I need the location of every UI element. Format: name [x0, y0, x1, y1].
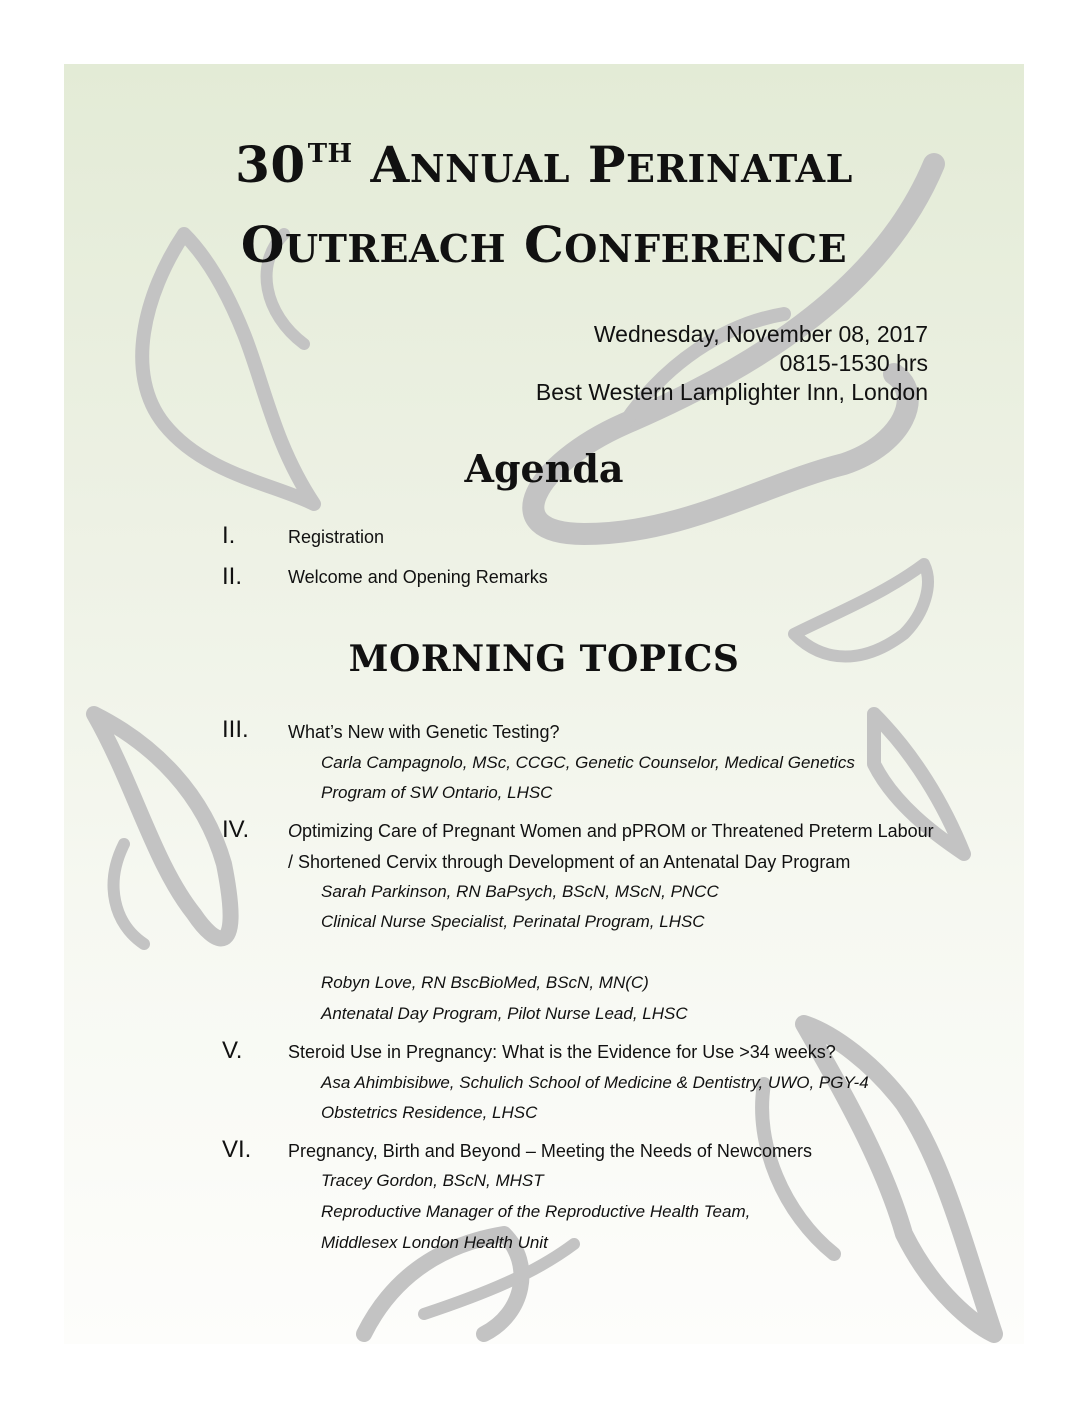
presenter-line: Asa Ahimbisibwe, Schulich School of Medicine & Dentistry, UWO, PGY-4 — [321, 1073, 869, 1092]
agenda-item-title: What’s New with Genetic Testing? — [288, 722, 560, 742]
leaf-outline-bottom-right — [804, 1024, 994, 1334]
presenter-line: Reproductive Manager of the Reproductive Health Team, — [321, 1202, 751, 1221]
event-details — [536, 320, 928, 407]
agenda-item-title: Steroid Use in Pregnancy: What is the Evidence for Use >34 weeks? — [288, 1042, 836, 1062]
presenter-line: Robyn Love, RN BscBioMed, BScN, MN(C) — [321, 973, 649, 992]
conference-title-line-1: 30TH ANNUAL PERINATAL — [235, 135, 853, 194]
presenter-line: Antenatal Day Program, Pilot Nurse Lead, LHSC — [321, 1004, 688, 1023]
agenda-item-title: Registration — [288, 527, 385, 547]
presenter-line: Clinical Nurse Specialist, Perinatal Program, LHSC — [321, 912, 705, 931]
conference-title-line-2: OUTREACH CONFERENCE — [240, 215, 848, 274]
item-numeral: III. — [222, 716, 249, 743]
presenter-line: Sarah Parkinson, RN BaPsych, BScN, MScN, PNCC — [321, 882, 719, 901]
presenter-line: Obstetrics Residence, LHSC — [321, 1103, 538, 1122]
agenda-item-title: Optimizing Care of Pregnant Women and pPROM or Threatened Preterm Labour — [288, 821, 934, 841]
item-numeral: V. — [222, 1037, 243, 1064]
leaf-outline-bottom-right-2 — [762, 1084, 834, 1254]
item-numeral: IV. — [222, 816, 250, 843]
presenter-line: Carla Campagnolo, MSc, CCGC, Genetic Counselor, Medical Genetics — [321, 753, 855, 772]
morning-topics-heading: MORNING TOPICS — [348, 638, 740, 680]
agenda-item-title: Welcome and Opening Remarks — [288, 567, 548, 587]
item-numeral: VI. — [222, 1136, 252, 1163]
event-date: Wednesday, November 08, 2017 — [593, 321, 928, 347]
leaf-outline-left-2 — [114, 844, 144, 944]
agenda-item-title-cont: / Shortened Cervix through Development of an Antenatal Day Program — [288, 852, 851, 872]
agenda-heading: Agenda — [464, 446, 624, 491]
event-location: Best Western Lamplighter Inn, London — [535, 379, 928, 405]
event-time: 0815-1530 hrs — [779, 350, 928, 376]
presenter-line: Program of SW Ontario, LHSC — [321, 783, 553, 802]
item-numeral: I. — [222, 522, 236, 549]
item-numeral: II. — [222, 563, 243, 590]
agenda-item-title: Pregnancy, Birth and Beyond – Meeting the Needs of Newcomers — [288, 1141, 812, 1161]
presenter-line: Tracey Gordon, BScN, MHST — [321, 1171, 544, 1190]
presenter-line: Middlesex London Health Unit — [321, 1233, 548, 1252]
